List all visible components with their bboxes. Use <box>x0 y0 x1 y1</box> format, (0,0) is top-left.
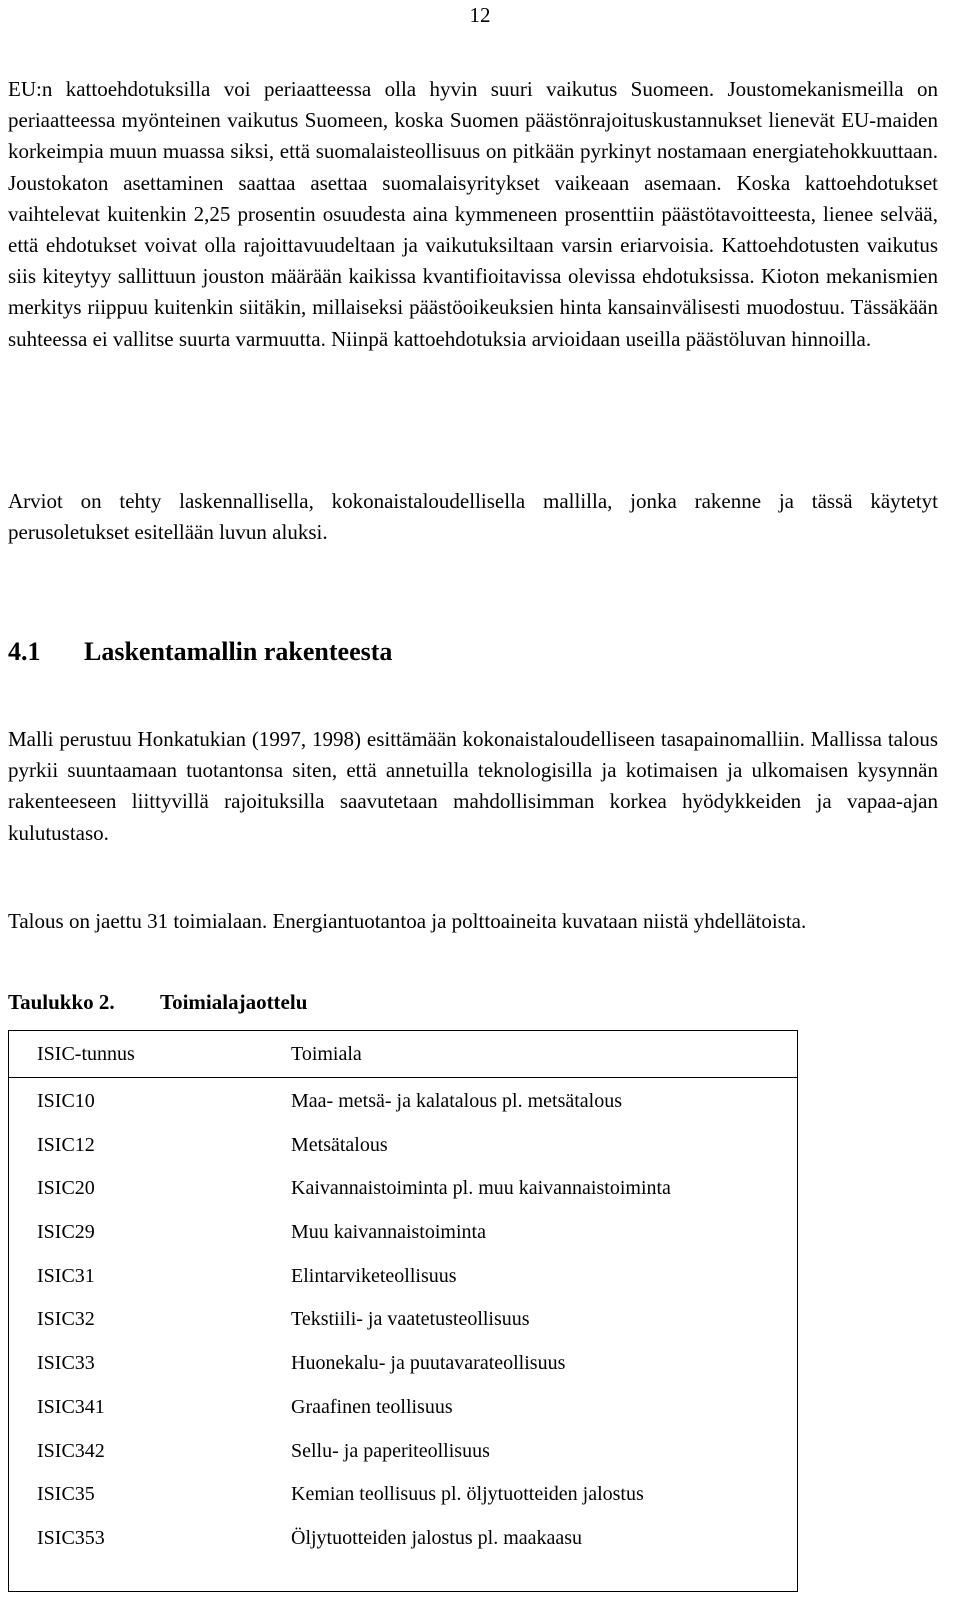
paragraph-kattoehdotukset: EU:n kattoehdotuksilla voi periaatteessa olla hyvin suuri vaikutus Suomeen. Joustomekanismeilla on periaatteessa myönteinen vaikutus Suomeen, koska Suomen päästönrajoituskustannukset lienevät EU-maiden korkeimpia muun muassa siksi, että suomalaisteollisuus on pitkään pyrkinyt nostamaan energiatehokkuuttaan. Joustokaton asettaminen saattaa asettaa suomalaisyritykset vaikeaan asemaan. Koska kattoehdotukset vaihtelevat kuitenkin 2,25 prosentin osuudesta aina kymmeneen prosenttiin päästötavoitteesta, lienee selvää, että ehdotukset voivat olla rajoittavuudeltaan ja vaikutuksiltaan varsin eriarvoisia. Kattoehdotusten vaikutus siis kiteytyy sallittuun jouston määrään kaikissa kvantifioitavissa olevissa ehdotuksissa. Kioton mekanismien merkitys riippuu kuitenkin siitäkin, millaiseksi päästöoikeuksien hinta kansainvälisesti muodostuu. Tässäkään suhteessa ei vallitse suurta varmuutta. Niinpä kattoehdotuksia arvioidaan useilla päästöluvan hinnoilla. <box>8 77 938 351</box>
table-row <box>9 1165 797 1209</box>
table-caption-title: Toimialajaottelu <box>160 990 308 1014</box>
table-body <box>9 1078 797 1559</box>
industry-table <box>8 1030 798 1592</box>
table-row <box>9 1122 797 1166</box>
isic-code-cell: ISIC33 <box>37 1352 95 1375</box>
page-number: 12 <box>469 3 491 27</box>
header-industry: Toimiala <box>291 1043 362 1065</box>
industry-cell: Huonekalu- ja puutavarateollisuus <box>291 1352 566 1375</box>
table-row <box>9 1253 797 1297</box>
isic-code-cell: ISIC353 <box>37 1526 105 1549</box>
table-row <box>9 1515 797 1559</box>
table-row <box>9 1384 797 1428</box>
paragraph-malli: Malli perustuu Honkatukian (1997, 1998) esittämään kokonaistaloudelliseen tasapainomalliin. Mallissa talous pyrkii suuntaamaan tuotantonsa siten, että annetuilla teknologisilla ja kotimaisen ja ulkomaisen kysynnän rakenteeseen liittyvillä rajoituksilla saavutetaan mahdollisimman korkea hyödykkeiden ja vapaa-ajan kulutustaso. <box>8 727 938 845</box>
industry-cell: Metsätalous <box>291 1133 388 1156</box>
table-header-row <box>9 1031 797 1078</box>
isic-code-cell: ISIC342 <box>37 1439 105 1462</box>
table-row <box>9 1296 797 1340</box>
industry-cell: Maa- metsä- ja kalatalous pl. metsätalous <box>291 1090 623 1112</box>
table-row <box>9 1078 797 1122</box>
industry-cell: Tekstiili- ja vaatetusteollisuus <box>291 1308 530 1331</box>
table-row <box>9 1428 797 1472</box>
isic-code-cell: ISIC341 <box>37 1395 105 1418</box>
section-number: 4.1 <box>8 637 41 666</box>
isic-code-cell: ISIC32 <box>37 1308 95 1331</box>
industry-cell: Elintarviketeollisuus <box>291 1264 457 1287</box>
industry-cell: Graafinen teollisuus <box>291 1395 453 1418</box>
industry-cell: Öljytuotteiden jalostus pl. maakaasu <box>291 1526 583 1549</box>
isic-code-cell: ISIC12 <box>37 1133 95 1156</box>
isic-code-cell: ISIC20 <box>37 1177 95 1200</box>
industry-cell: Kemian teollisuus pl. öljytuotteiden jalostus <box>291 1483 644 1506</box>
table-row <box>9 1340 797 1384</box>
industry-cell: Sellu- ja paperiteollisuus <box>291 1439 490 1462</box>
isic-code-cell: ISIC31 <box>37 1264 95 1287</box>
paragraph-arviot: Arviot on tehty laskennallisella, kokonaistaloudellisella mallilla, jonka rakenne ja tässä käytetyt perusoletukset esitellään luvun aluksi. <box>8 489 938 545</box>
section-heading <box>8 636 392 668</box>
isic-code-cell: ISIC29 <box>37 1221 95 1244</box>
header-isic-code: ISIC-tunnus <box>37 1043 135 1065</box>
table-caption-number: Taulukko 2. <box>8 990 115 1014</box>
section-title: Laskentamallin rakenteesta <box>84 637 393 666</box>
table-caption <box>8 988 307 1016</box>
isic-code-cell: ISIC10 <box>37 1090 95 1112</box>
table-row <box>9 1471 797 1515</box>
table-row <box>9 1209 797 1253</box>
isic-code-cell: ISIC35 <box>37 1483 95 1506</box>
industry-cell: Muu kaivannaistoiminta <box>291 1221 486 1244</box>
paragraph-talous: Talous on jaettu 31 toimialaan. Energiantuotantoa ja polttoaineita kuvataan niistä yhdellätoista. <box>8 909 807 933</box>
industry-cell: Kaivannaistoiminta pl. muu kaivannaistoiminta <box>291 1177 671 1200</box>
